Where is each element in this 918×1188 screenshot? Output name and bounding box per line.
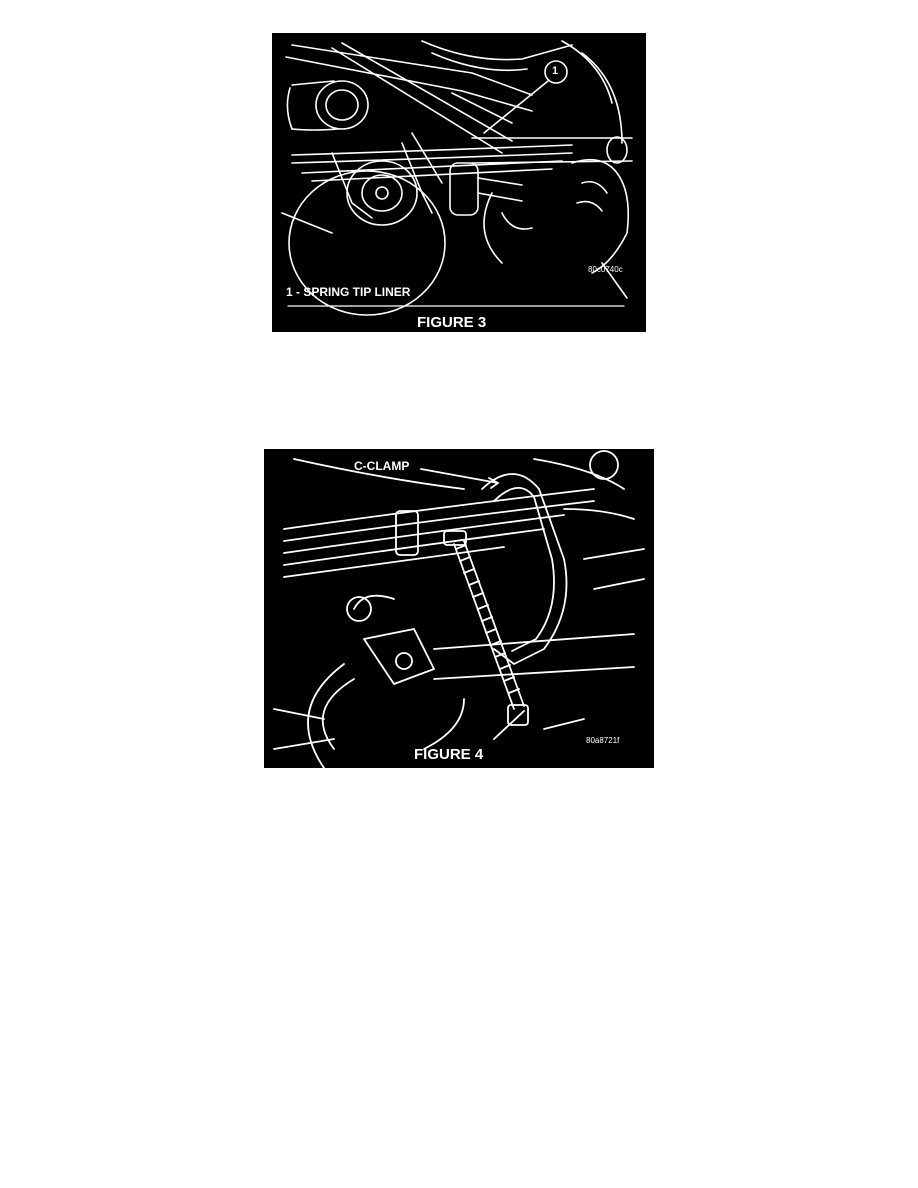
figure-3 [272, 33, 646, 332]
figure-3-image-code: 80c0740c [588, 265, 623, 274]
figure-4-image-code: 80a8721f [586, 736, 620, 745]
figure-3-caption: FIGURE 3 [417, 314, 487, 331]
figure-3-callout-number: 1 [552, 65, 559, 77]
figure-4-illustration [264, 449, 654, 768]
figure-4 [264, 449, 654, 768]
figure-4-callout-label: C-CLAMP [354, 459, 410, 473]
figure-4-caption: FIGURE 4 [414, 746, 484, 763]
figure-3-legend: 1 - SPRING TIP LINER [286, 285, 411, 299]
